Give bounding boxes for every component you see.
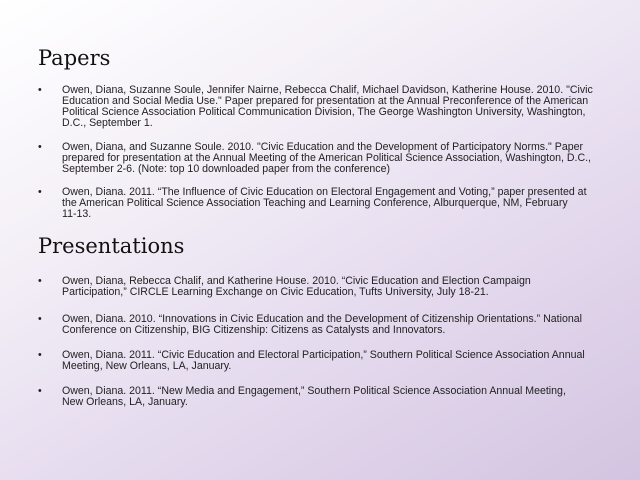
presentation-citation: Owen, Diana. 2011. “New Media and Engagement,” Southern Political Science Association Annual Meeting, New Orleans, LA, January. [62, 385, 566, 408]
paper-item [38, 85, 610, 129]
presentation-citation: Owen, Diana. 2010. “Innovations in Civic Education and the Development of Citizenship Orientations.” National Conference on Citizenship, BIG Citizenship: Citizens as Catalysts and Innovators. [62, 313, 582, 336]
presentation-item [38, 386, 610, 408]
paper-citation: Owen, Diana. 2011. “The Influence of Civic Education on Electoral Engagement and Voting,” paper presented at the American Political Science Association Teaching and Learning Conference, Alburquerque, NM, February 11-13. [62, 186, 587, 220]
papers-heading: Papers [38, 46, 111, 70]
presentation-item [38, 314, 610, 336]
bullet: • [38, 313, 42, 325]
presentation-item [38, 350, 610, 372]
bullet: • [38, 275, 42, 287]
bullet: • [38, 84, 42, 96]
paper-item [38, 142, 610, 175]
presentation-citation: Owen, Diana, Rebecca Chalif, and Katherine House. 2010. “Civic Education and Election Campaign Participation,” CIRCLE Learning Exchange on Civic Education, Tufts University, July 18-21. [62, 275, 531, 298]
bullet: • [38, 349, 42, 361]
presentation-item [38, 276, 610, 298]
bullet: • [38, 141, 42, 153]
presentation-citation: Owen, Diana. 2011. “Civic Education and Electoral Participation,” Southern Political Science Association Annual Meeting, New Orleans, LA, January. [62, 349, 585, 372]
bullet: • [38, 186, 42, 198]
bullet: • [38, 385, 42, 397]
paper-item [38, 187, 610, 220]
presentations-heading: Presentations [38, 234, 185, 258]
paper-citation: Owen, Diana, Suzanne Soule, Jennifer Nairne, Rebecca Chalif, Michael Davidson, Katherine House. 2010. "Civic Education and Social Media Use." Paper prepared for presentation at the Annual Preconference of the American Political Science Association Political Communication Division, The George Washington University, Washington, D.C., September 1. [62, 84, 593, 129]
paper-citation: Owen, Diana, and Suzanne Soule. 2010. "Civic Education and the Development of Participatory Norms." Paper prepared for presentation at the Annual Meeting of the American Political Science Association, Washington, D.C., September 2-6. (Note: top 10 downloaded paper from the conference) [62, 141, 592, 175]
